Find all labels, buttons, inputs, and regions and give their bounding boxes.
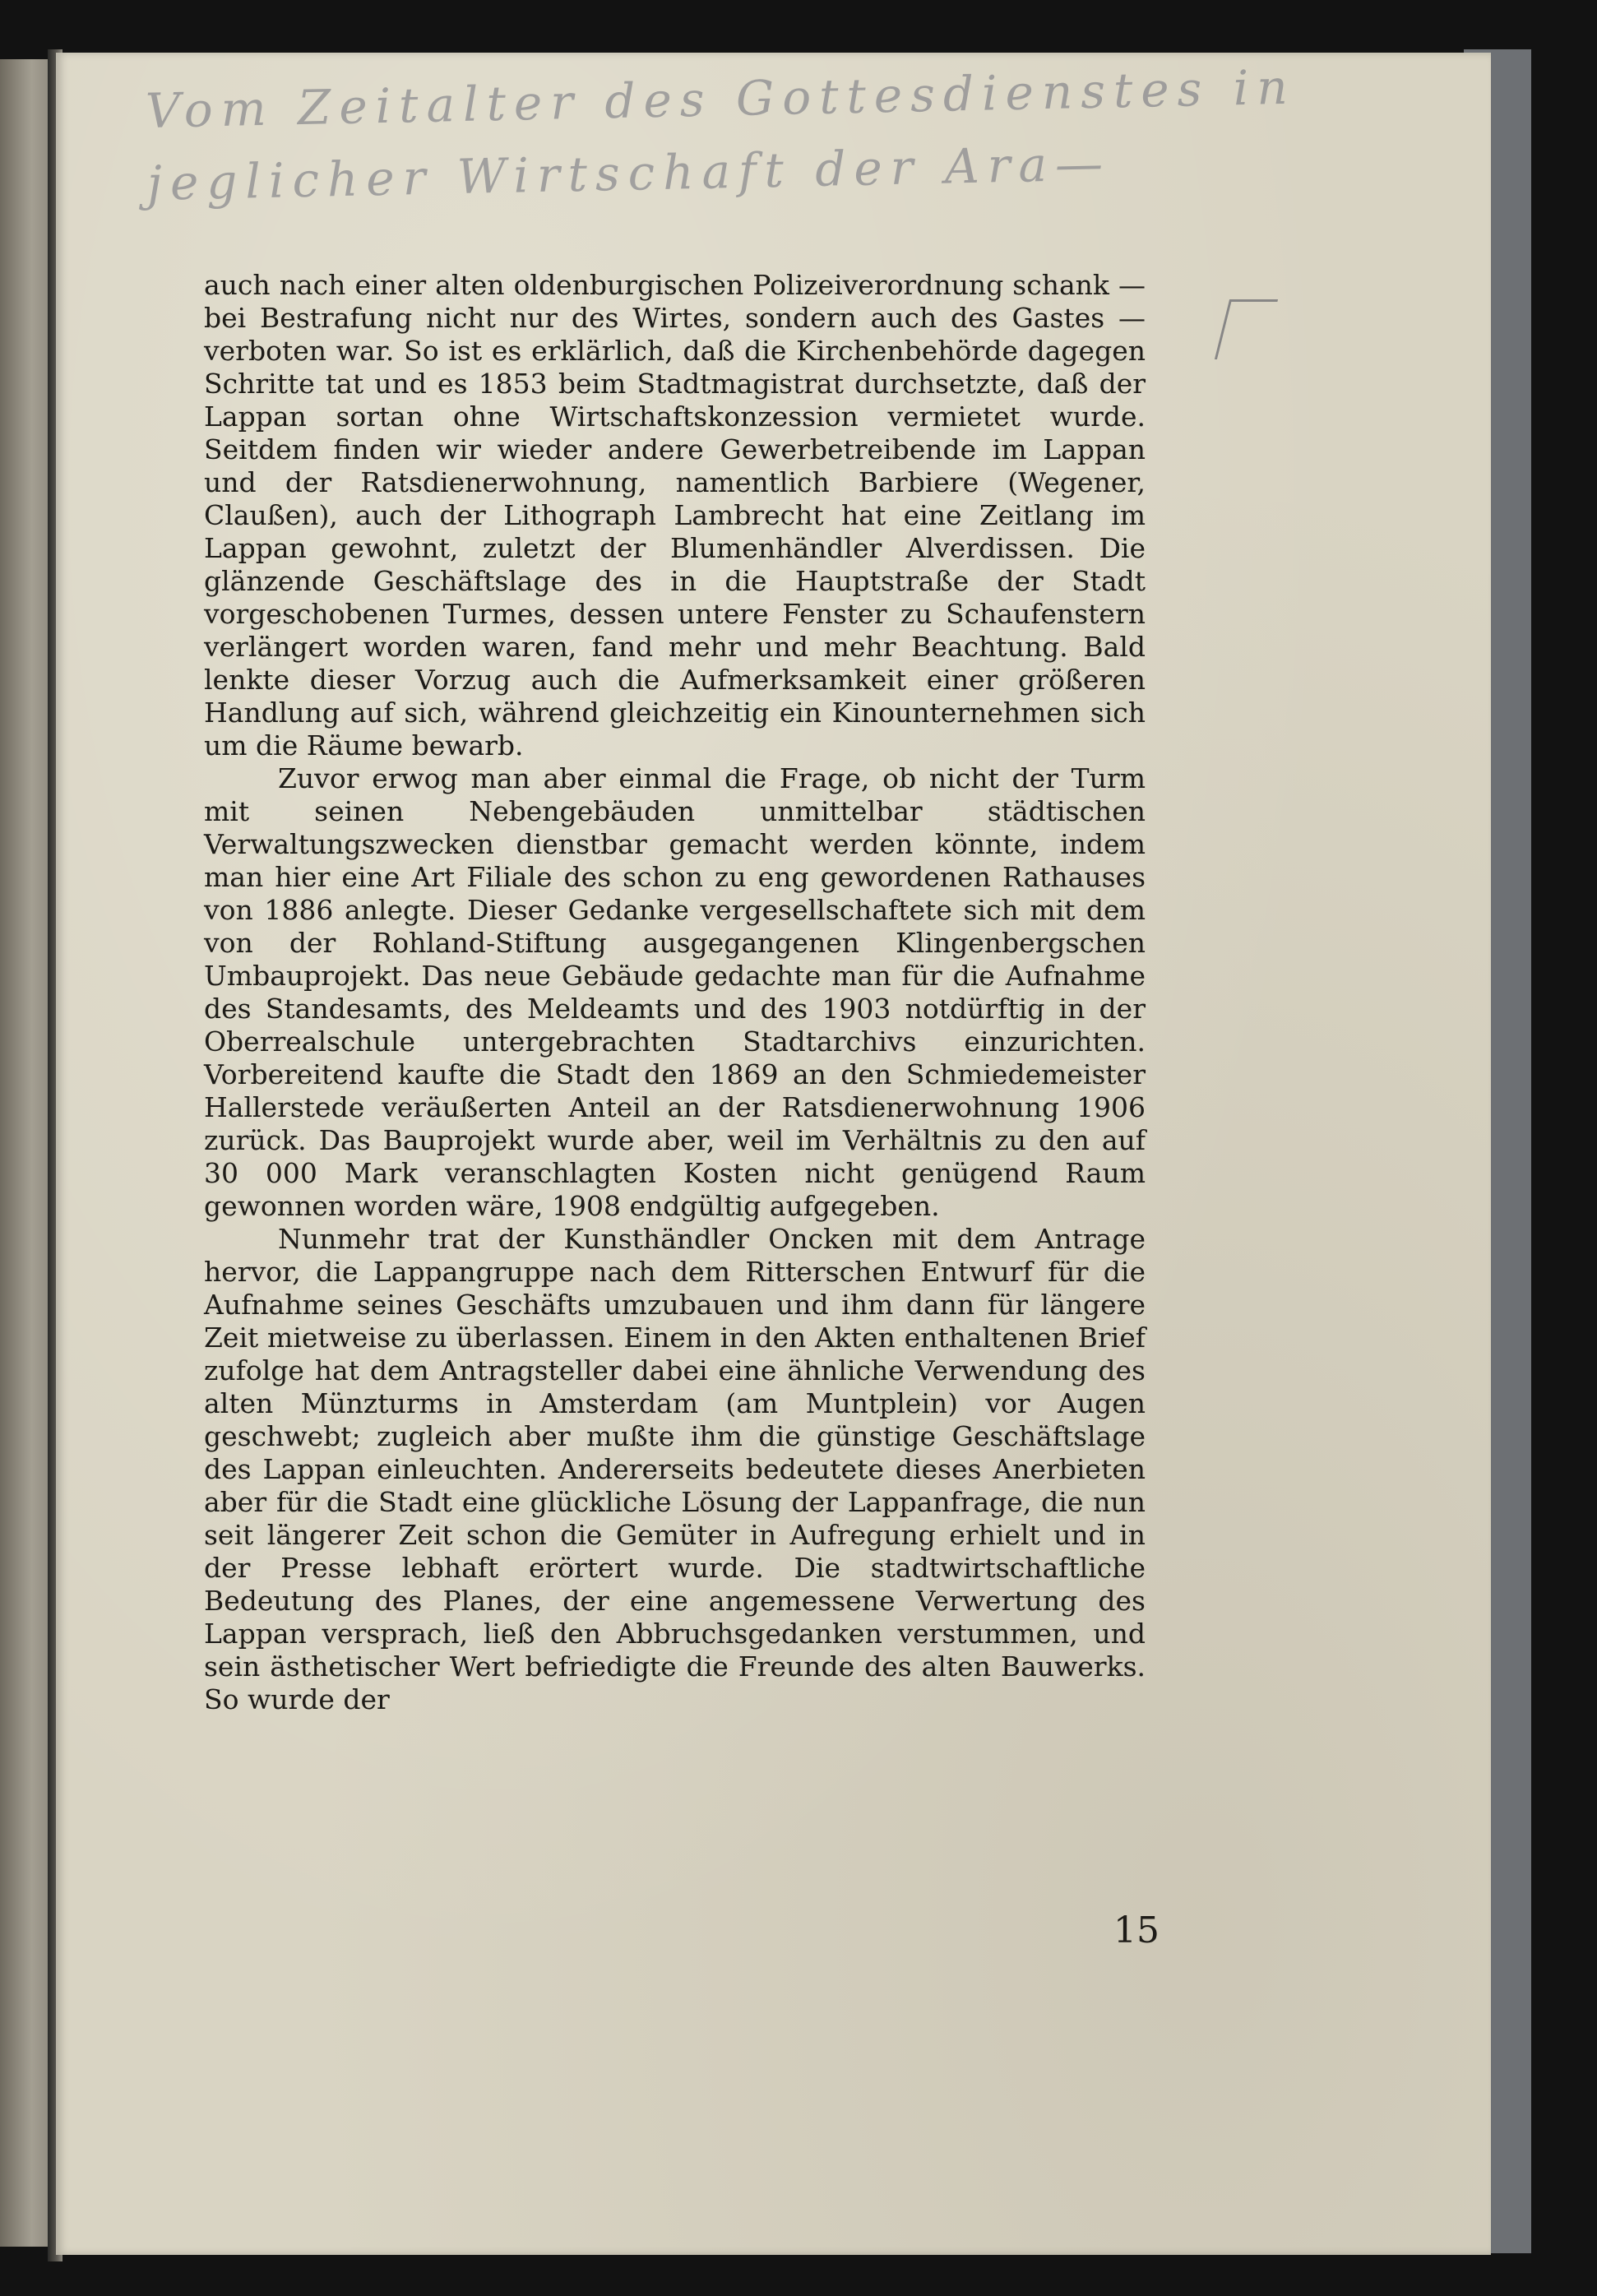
paragraph-1: auch nach einer alten oldenburgischen Polizeiverordnung schank — bei Bestrafung nicht nur des Wirtes, sondern auch des Gastes — verboten war. So ist es erklärlich, daß die Kirchenbehörde dagegen Schritte tat und es 1853 beim Stadtmagistrat durchsetzte, daß der Lappan sortan ohne Wirtschaftskonzession vermietet wurde. Seitdem finden wir wieder andere Gewerbetreibende im Lappan und der Ratsdienerwohnung, namentlich Barbiere (Wegener, Claußen), auch der Lithograph Lambrecht hat eine Zeitlang im Lappan gewohnt, zuletzt der Blumenhändler Alverdissen. Die glänzende Geschäftslage des in die Hauptstraße der Stadt vorgeschobenen Turmes, dessen untere Fenster zu Schaufenstern verlängert worden waren, fand mehr und mehr Beachtung. Bald lenkte dieser Vorzug auch die Aufmerksamkeit einer größeren Handlung auf sich, während gleichzeitig ein Kinounternehmen sich um die Räume bewarb. bbox=[204, 269, 1146, 761]
paragraph-3: Nunmehr trat der Kunsthändler Oncken mit dem Antrage hervor, die Lappangruppe nach dem Ritterschen Entwurf für die Aufnahme seines Geschäfts umzubauen und ihm dann für längere Zeit mietweise zu überlassen. Einem in den Akten enthaltenen Brief zufolge hat dem Antragsteller dabei eine ähnliche Verwendung des alten Münzturms in Amsterdam (am Muntplein) vor Augen geschwebt; zugleich aber mußte ihm die günstige Geschäftslage des Lappan einleuchten. Andererseits bedeutete dieses Anerbieten aber für die Stadt eine glückliche Lösung der Lappanfrage, die nun seit längerer Zeit schon die Gemüter in Aufregung erhielt und in der Presse lebhaft erörtert wurde. Die stadtwirtschaftliche Bedeutung des Planes, der eine angemessene Verwertung des Lappan versprach, ließ den Abbruchsgedanken verstummen, und sein ästhetischer Wert befriedigte die Freunde des alten Bauwerks. So wurde der bbox=[204, 1223, 1146, 1715]
handwritten-pencil-note: Vom Zeitalter des Gottesdienstes in jeglicher Wirtschaft der Ara— bbox=[145, 58, 1320, 211]
body-text bbox=[204, 269, 1146, 1716]
paragraph-2: Zuvor erwog man aber einmal die Frage, ob nicht der Turm mit seinen Nebengebäuden unmittelbar städtischen Verwaltungszwecken dienstbar gemacht werden könnte, indem man hier eine Art Filiale des schon zu eng gewordenen Rathauses von 1886 anlegte. Dieser Gedanke vergesellschaftete sich mit dem von der Rohland-Stiftung ausgegangenen Klingenbergschen Umbauprojekt. Das neue Gebäude gedachte man für die Aufnahme des Standesamts, des Meldeamts und des 1903 notdürftig in der Oberrealschule untergebrachten Stadtarchivs einzurichten. Vorbereitend kaufte die Stadt den 1869 an den Schmiedemeister Hallerstede veräußerten Anteil an der Ratsdienerwohnung 1906 zurück. Das Bauprojekt wurde aber, weil im Verhältnis zu den auf 30 000 Mark veranschlagten Kosten nicht genügend Raum gewonnen worden wäre, 1908 endgültig aufgegeben. bbox=[204, 762, 1146, 1222]
page-number: 15 bbox=[1113, 1909, 1160, 1951]
pencil-bracket-mark bbox=[1215, 299, 1278, 359]
